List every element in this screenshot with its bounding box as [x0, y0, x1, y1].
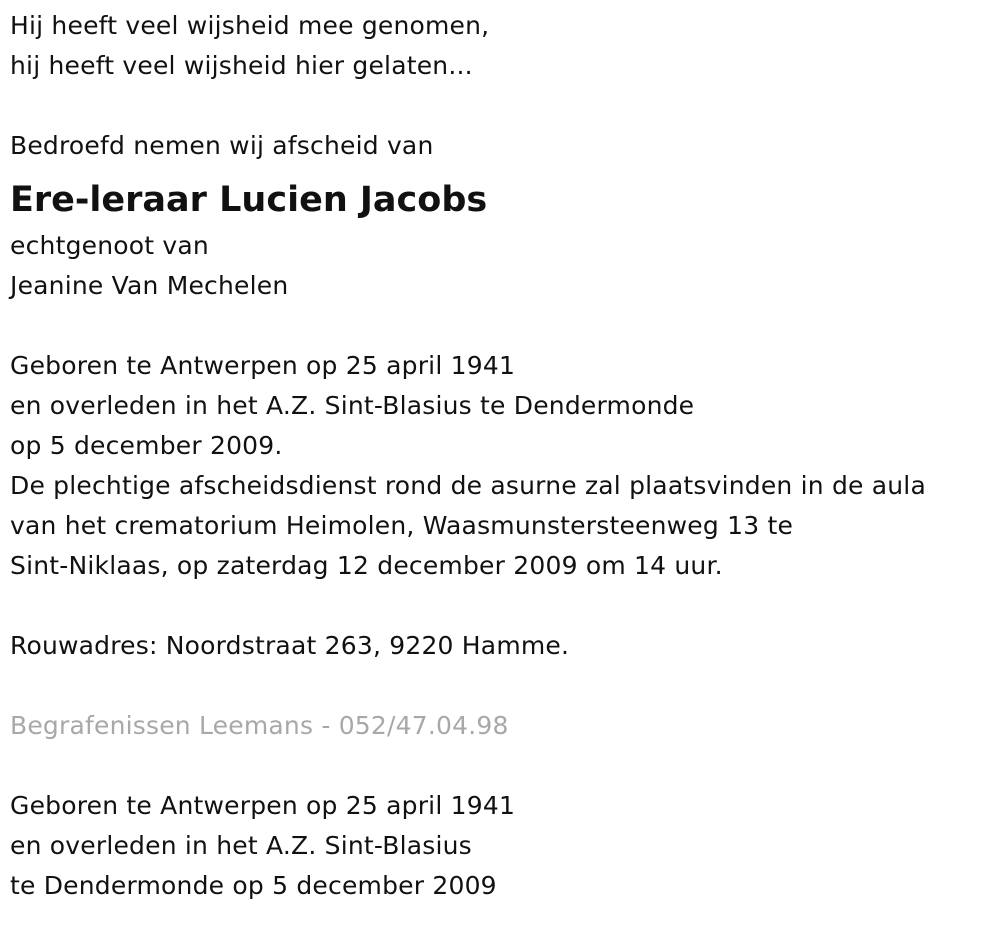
spacer: [10, 586, 990, 626]
spacer: [10, 86, 990, 126]
details-line-6: Sint-Niklaas, op zaterdag 12 december 2009 om 14 uur.: [10, 551, 723, 580]
details-line-1: Geboren te Antwerpen op 25 april 1941: [10, 351, 516, 380]
poem-line-2: hij heeft veel wijsheid hier gelaten...: [10, 51, 473, 80]
intro-text: Bedroefd nemen wij afscheid van: [10, 131, 434, 160]
spouse-name: Jeanine Van Mechelen: [10, 271, 289, 300]
details-line-4: De plechtige afscheidsdienst rond de asurne zal plaatsvinden in de aula: [10, 471, 926, 500]
details-line-2: en overleden in het A.Z. Sint-Blasius te Dendermonde: [10, 391, 695, 420]
summary-line-1: Geboren te Antwerpen op 25 april 1941: [10, 791, 516, 820]
spouse-label: echtgenoot van: [10, 231, 209, 260]
deceased-name: Ere-leraar Lucien Jacobs: [10, 180, 488, 220]
summary-line-2: en overleden in het A.Z. Sint-Blasius: [10, 831, 472, 860]
mourning-address: Rouwadres: Noordstraat 263, 9220 Hamme.: [10, 631, 570, 660]
spacer: [10, 666, 990, 706]
summary-line-3: te Dendermonde op 5 december 2009: [10, 871, 497, 900]
details-line-5: van het crematorium Heimolen, Waasmunstersteenweg 13 te: [10, 511, 794, 540]
obituary-document: [10, 6, 990, 906]
details-line-3: op 5 december 2009.: [10, 431, 283, 460]
poem-line-1: Hij heeft veel wijsheid mee genomen,: [10, 11, 490, 40]
spacer: [10, 306, 990, 346]
spacer: [10, 746, 990, 786]
funeral-home: Begrafenissen Leemans - 052/47.04.98: [10, 711, 509, 740]
